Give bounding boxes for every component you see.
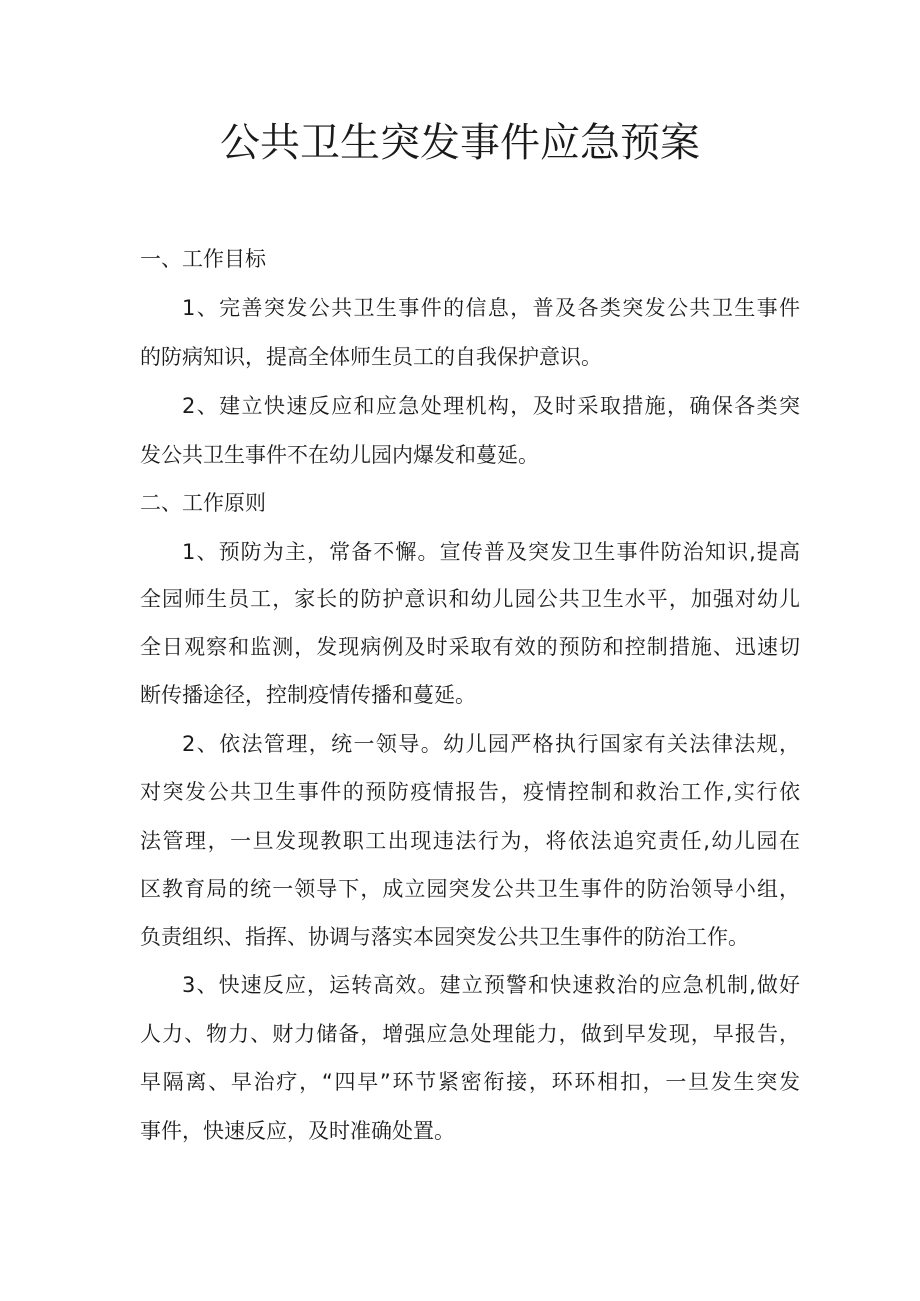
paragraph-line: 发公共卫生事件不在幼儿园内爆发和蔓延。 [140, 443, 539, 467]
paragraph-line: 早隔离、早治疗，“四早”环节紧密衔接，环环相扣，一旦发生突发 [140, 1070, 800, 1094]
paragraph-line: 断传播途径，控制疫情传播和蔓延。 [140, 683, 476, 707]
paragraph-line: 1、完善突发公共卫生事件的信息，普及各类突发公共卫生事件 [182, 296, 800, 320]
paragraph-line: 3、快速反应，运转高效。建立预警和快速救治的应急机制,做好 [182, 973, 800, 997]
paragraph-line: 负责组织、指挥、协调与落实本园突发公共卫生事件的防治工作。 [140, 925, 749, 949]
paragraph-line: 1、预防为主，常备不懈。宣传普及突发卫生事件防治知识,提高 [182, 540, 800, 564]
paragraph-line: 2、建立快速反应和应急处理机构，及时采取措施，确保各类突 [182, 394, 800, 418]
paragraph-line: 法管理，一旦发现教职工出现违法行为，将依法追究责任,幼儿园在 [140, 829, 800, 853]
paragraph-line: 全日观察和监测，发现病例及时采取有效的预防和控制措施、迅速切 [140, 635, 800, 659]
paragraph-line: 区教育局的统一领导下，成立园突发公共卫生事件的防治领导小组， [140, 877, 800, 901]
paragraph-line: 的防病知识，提高全体师生员工的自我保护意识。 [140, 345, 602, 369]
section-heading-work-goals: 一、工作目标 [140, 247, 266, 271]
document-title: 公共卫生突发事件应急预案 [220, 120, 700, 166]
paragraph-line: 全园师生员工，家长的防护意识和幼儿园公共卫生水平，加强对幼儿 [140, 587, 800, 611]
paragraph-line: 2、依法管理，统一领导。幼儿园严格执行国家有关法律法规， [182, 732, 800, 756]
paragraph-line: 人力、物力、财力储备，增强应急处理能力，做到早发现，早报告， [140, 1022, 800, 1046]
paragraph-line: 对突发公共卫生事件的预防疫情报告，疫情控制和救治工作,实行依 [140, 780, 800, 804]
section-heading-work-principles: 二、工作原则 [140, 491, 266, 515]
paragraph-line: 事件，快速反应，及时准确处置。 [140, 1119, 455, 1143]
